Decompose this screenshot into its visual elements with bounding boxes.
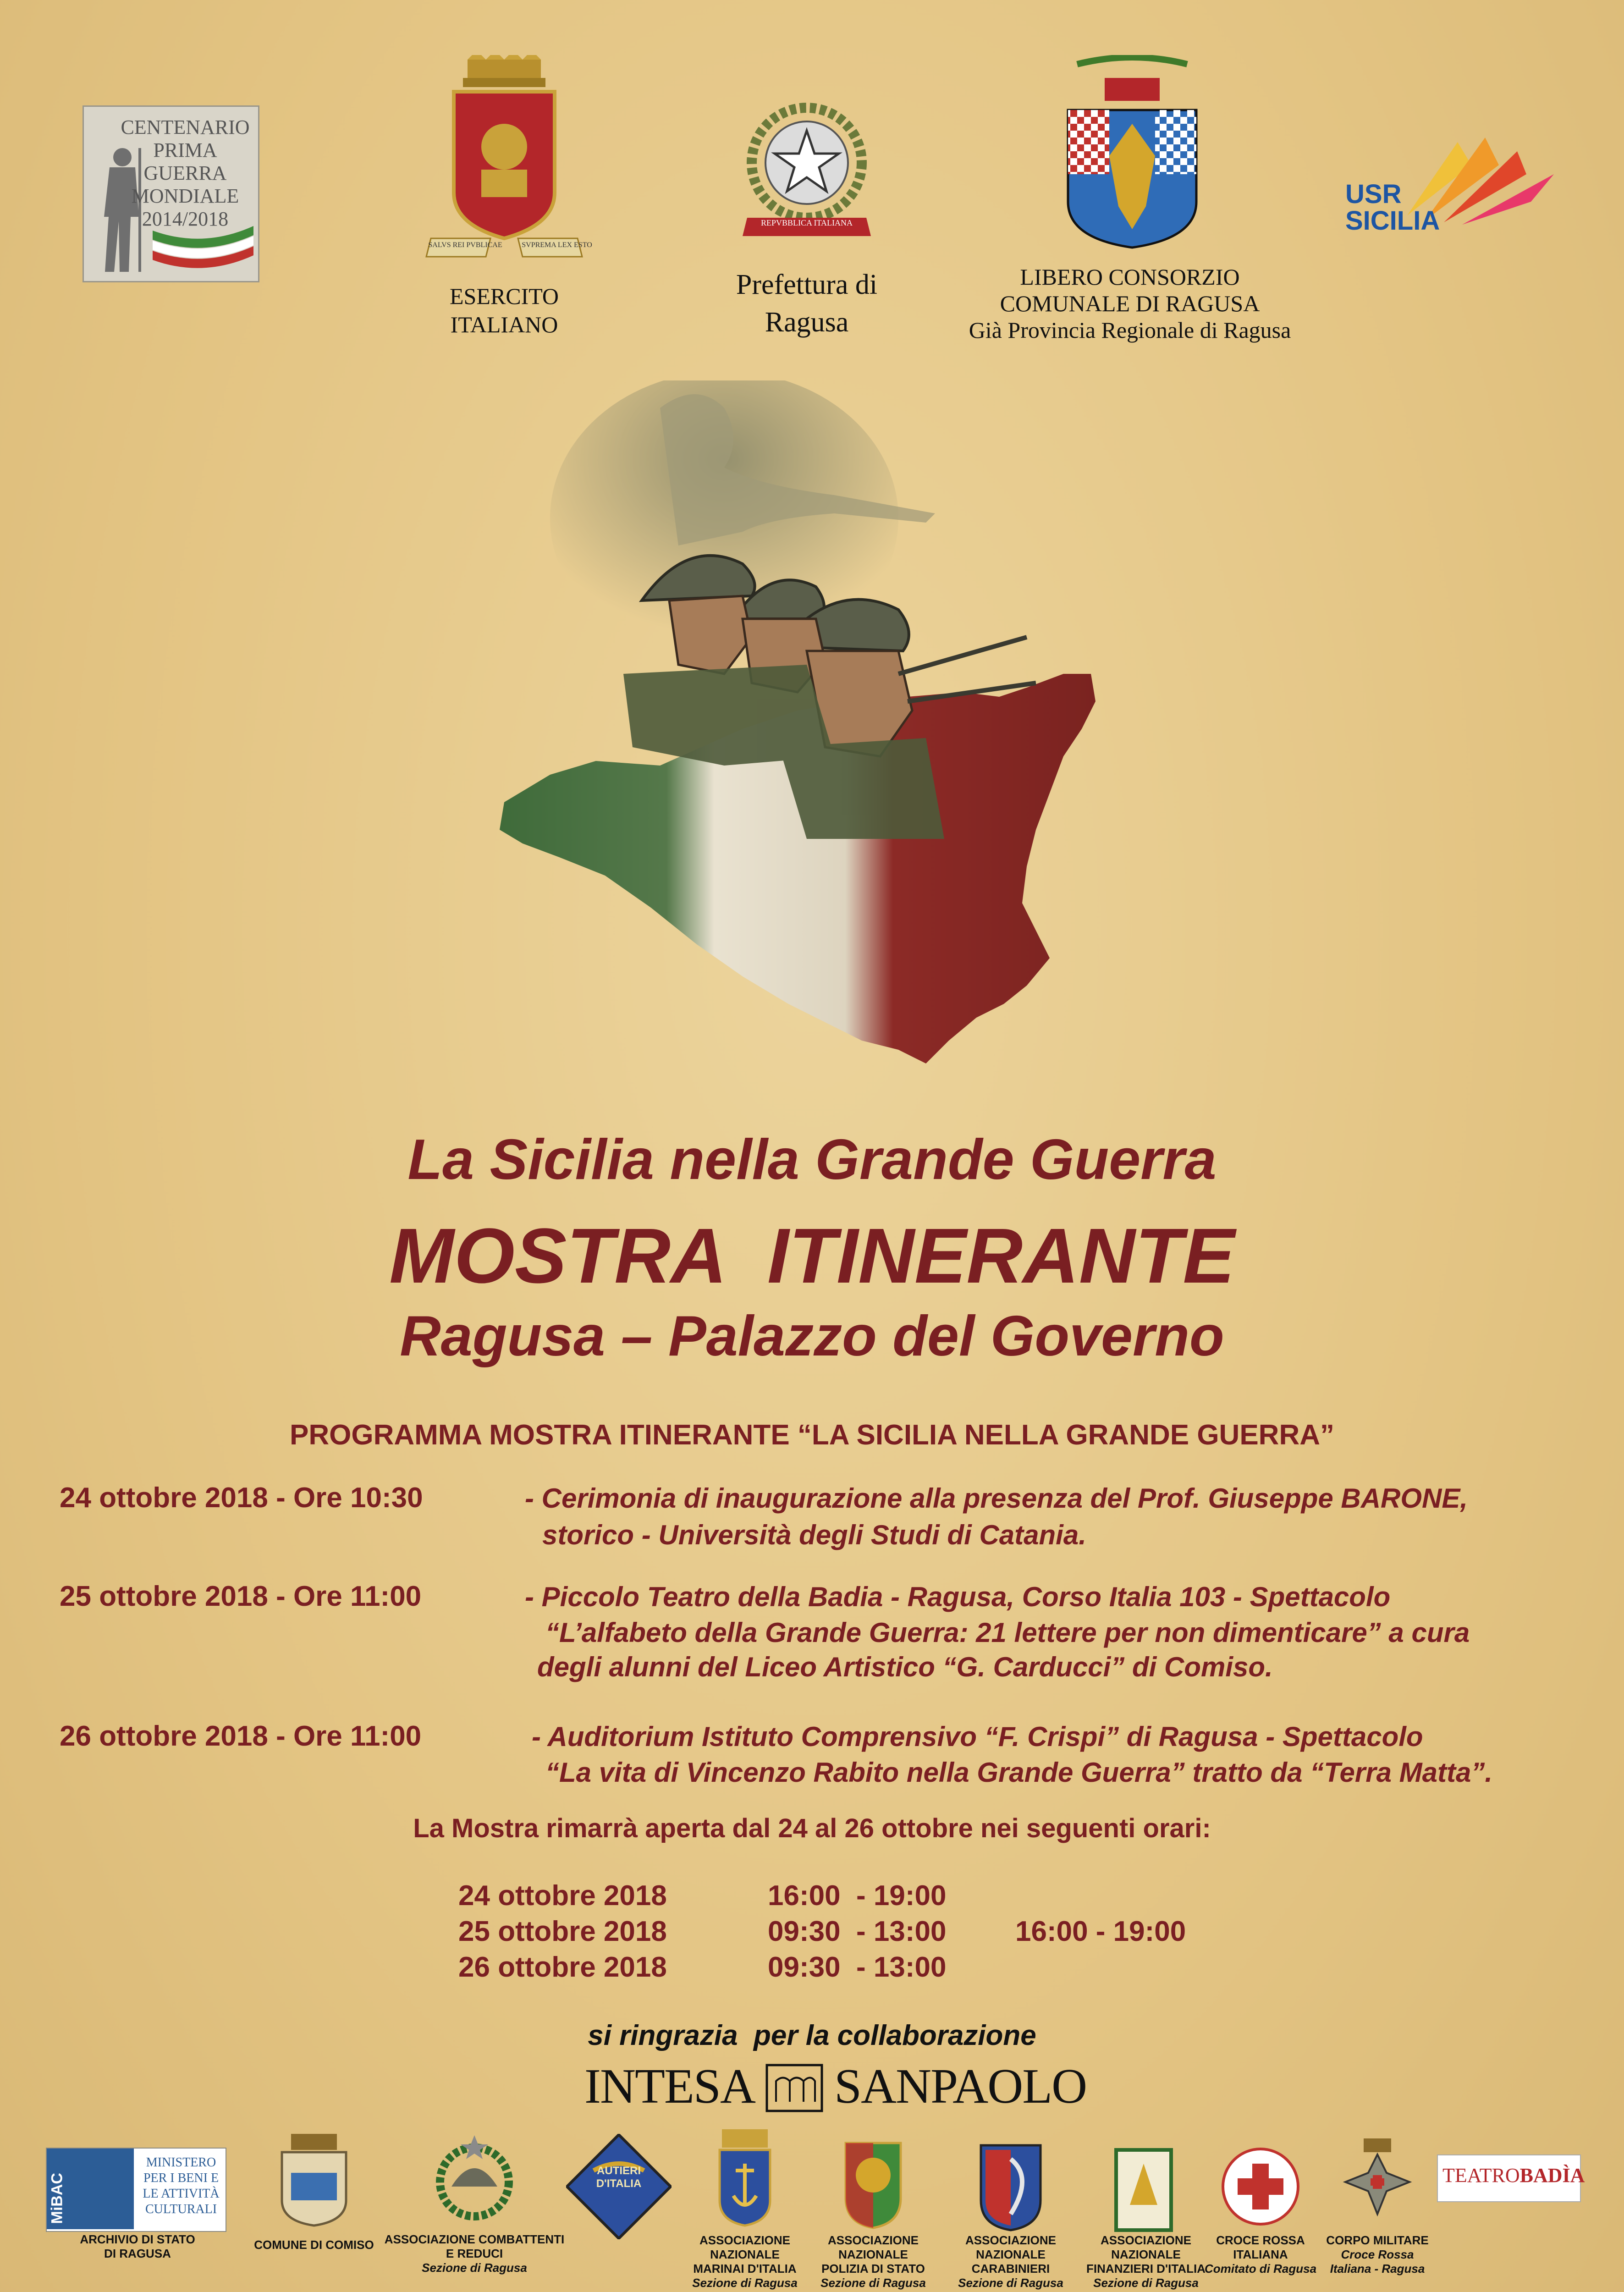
finanzieri-crest-icon (1109, 2136, 1178, 2232)
sponsor-label-comiso (238, 2238, 390, 2252)
croce-rossa-emblem-icon (1219, 2145, 1302, 2228)
prefettura-line: Prefettura di (736, 269, 878, 300)
intesa-sanpaolo-mark-icon (765, 2063, 824, 2113)
opening-date: 24 ottobre 2018 (458, 1880, 667, 1912)
sponsor-label-sub: Comitato di Ragusa (1204, 2262, 1317, 2275)
event-line: degli alunni del Liceo Artistico “G. Carducci” di Comiso. (537, 1652, 1273, 1682)
usr-sicilia-text (1345, 181, 1440, 234)
event-line: “La vita di Vincenzo Rabito nella Grande Guerra” tratto da “Terra Matta”. (545, 1757, 1492, 1788)
mibac-line: MINISTERO (146, 2155, 216, 2170)
sponsor-label-corpo-militare (1320, 2233, 1435, 2276)
centenario-line: PRIMA GUERRA (143, 139, 227, 184)
consorzio-line: COMUNALE DI RAGUSA (1000, 291, 1260, 316)
mibac-line: LE ATTIVITÀ (143, 2187, 220, 2201)
event-line: - Piccolo Teatro della Badia - Ragusa, Corso Italia 103 - Spettacolo (525, 1581, 1391, 1612)
combattenti-emblem-icon (424, 2132, 525, 2223)
title-line-1: La Sicilia nella Grande Guerra (407, 1128, 1217, 1191)
sponsor-label-line: NAZIONALE (838, 2248, 908, 2261)
polizia-crest-icon (839, 2134, 908, 2230)
mibac-line: CULTURALI (145, 2202, 217, 2216)
autieri-text: AUTIERI D'ITALIA (596, 2165, 642, 2190)
event-line: “L’alfabeto della Grande Guerra: 21 lettere per non dimenticare” a cura (545, 1617, 1470, 1648)
event-line: storico - Università degli Studi di Catania. (542, 1520, 1086, 1550)
opening-date: 26 ottobre 2018 (458, 1951, 667, 1983)
esercito-label (394, 282, 614, 339)
prefettura-label (688, 266, 926, 341)
carabinieri-crest-icon (974, 2136, 1047, 2232)
prefettura-line: Ragusa (765, 307, 849, 338)
sanpaolo-text: SANPAOLO (834, 2059, 1087, 2114)
sponsor-label-line: ITALIANA (1233, 2248, 1288, 2261)
sponsor-label-line: ASSOCIAZIONE (965, 2233, 1056, 2247)
opening-slot: 09:30 - 13:00 (768, 1951, 947, 1983)
sponsor-label-line: ARCHIVIO DI STATO (80, 2232, 195, 2246)
sponsor-label-line: CROCE ROSSA (1216, 2233, 1305, 2247)
teatro-name-a: TEATRO (1442, 2164, 1520, 2187)
sponsor-label-archivio (60, 2232, 215, 2261)
marinai-crest-icon (713, 2127, 777, 2228)
centenario-line: CENTENARIO (121, 116, 250, 138)
usr-line: USR (1345, 179, 1402, 209)
program-heading: PROGRAMMA MOSTRA ITINERANTE “LA SICILIA NELLA GRANDE GUERRA” (289, 1419, 1334, 1451)
esercito-label-line: ITALIANO (450, 312, 558, 337)
intesa-text: INTESA (584, 2059, 755, 2114)
sponsor-label-line: ASSOCIAZIONE (699, 2233, 790, 2247)
mibac-mark-text: MiBAC (48, 2173, 66, 2224)
sponsor-label-line: CARABINIERI (971, 2262, 1050, 2275)
event-date: 24 ottobre 2018 - Ore 10:30 (60, 1482, 423, 1514)
opening-slot: 16:00 - 19:00 (768, 1880, 947, 1912)
consorzio-crest-icon (1050, 55, 1215, 252)
event-line: - Auditorium Istituto Comprensivo “F. Crispi” di Ragusa - Spettacolo (532, 1721, 1423, 1752)
esercito-motto-right: SVPREMA LEX ESTO (522, 241, 592, 249)
corpo-militare-emblem-icon (1336, 2136, 1419, 2228)
sponsor-label-sub: Sezione di Ragusa (1093, 2276, 1199, 2290)
sponsor-label-line: DI RAGUSA (104, 2247, 171, 2260)
sponsor-label-croce-rossa (1203, 2233, 1318, 2276)
sponsor-label-line: NAZIONALE (710, 2248, 780, 2261)
sponsor-label-sub: Sezione di Ragusa (958, 2276, 1063, 2290)
teatro-badia-logo (1437, 2154, 1585, 2202)
tricolor-ribbon-icon (153, 221, 253, 272)
sponsor-label-line: FINANZIERI D'ITALIA (1086, 2262, 1206, 2275)
comune-comiso-crest-icon (273, 2132, 355, 2228)
repubblica-motto: REPVBBLICA ITALIANA (760, 218, 853, 227)
event-line: - Cerimonia di inaugurazione alla presenza del Prof. Giuseppe BARONE, (525, 1483, 1468, 1514)
sponsor-label-line: COMUNE DI COMISO (254, 2238, 374, 2252)
sponsor-label-line: POLIZIA DI STATO (821, 2262, 925, 2275)
opening-slot: 09:30 - 13:00 (768, 1916, 947, 1947)
opening-slot: 16:00 - 19:00 (1015, 1916, 1186, 1947)
sponsor-label-polizia (807, 2233, 940, 2290)
sponsor-label-line: ASSOCIAZIONE (1101, 2233, 1191, 2247)
sicily-soldiers-illustration (486, 380, 1173, 1114)
mibac-line: PER I BENI E (143, 2171, 219, 2185)
centenario-line: 2014/2018 (142, 208, 229, 230)
sponsor-label-line: MARINAI D'ITALIA (693, 2262, 797, 2275)
esercito-motto-left: SALVS REI PVBLICAE (428, 241, 502, 249)
event-date: 25 ottobre 2018 - Ore 11:00 (60, 1581, 422, 1612)
sponsor-label-line: ASSOCIAZIONE (828, 2233, 919, 2247)
sponsor-label-sub: Croce Rossa Italiana - Ragusa (1330, 2248, 1425, 2275)
sponsor-label-carabinieri (942, 2233, 1079, 2290)
event-date: 26 ottobre 2018 - Ore 11:00 (60, 1720, 422, 1752)
sponsor-label-combattenti (376, 2232, 573, 2275)
centenario-logo (83, 105, 259, 282)
usr-line: SICILIA (1345, 206, 1440, 236)
title-line-3: Ragusa – Palazzo del Governo (400, 1305, 1224, 1368)
consorzio-line: LIBERO CONSORZIO (1020, 264, 1240, 290)
sponsor-label-line: NAZIONALE (1111, 2248, 1181, 2261)
esercito-label-line: ESERCITO (450, 283, 559, 309)
thanks-text: si ringrazia per la collaborazione (588, 2020, 1036, 2051)
mibac-logo (46, 2148, 226, 2232)
title-line-2: MOSTRA ITINERANTE (389, 1212, 1235, 1300)
sponsor-label-marinai (681, 2233, 809, 2290)
sponsor-label-finanzieri (1077, 2233, 1215, 2290)
consorzio-line: Già Provincia Regionale di Ragusa (969, 317, 1291, 343)
sponsor-label-line: E REDUCI (446, 2247, 503, 2260)
centenario-line: MONDIALE (131, 185, 239, 207)
consorzio-label (912, 264, 1348, 343)
sponsor-label-sub: Sezione di Ragusa (820, 2276, 926, 2290)
sponsor-label-line: NAZIONALE (976, 2248, 1046, 2261)
sponsor-label-line: CORPO MILITARE (1326, 2233, 1429, 2247)
opening-date: 25 ottobre 2018 (458, 1916, 667, 1947)
teatro-name-b: BADÌA (1519, 2164, 1585, 2187)
sponsor-label-line: ASSOCIAZIONE COMBATTENTI (384, 2232, 565, 2246)
sponsor-label-sub: Sezione di Ragusa (422, 2261, 527, 2275)
sponsor-label-sub: Sezione di Ragusa (692, 2276, 798, 2290)
opening-heading: La Mostra rimarrà aperta dal 24 al 26 ottobre nei seguenti orari: (413, 1813, 1211, 1843)
